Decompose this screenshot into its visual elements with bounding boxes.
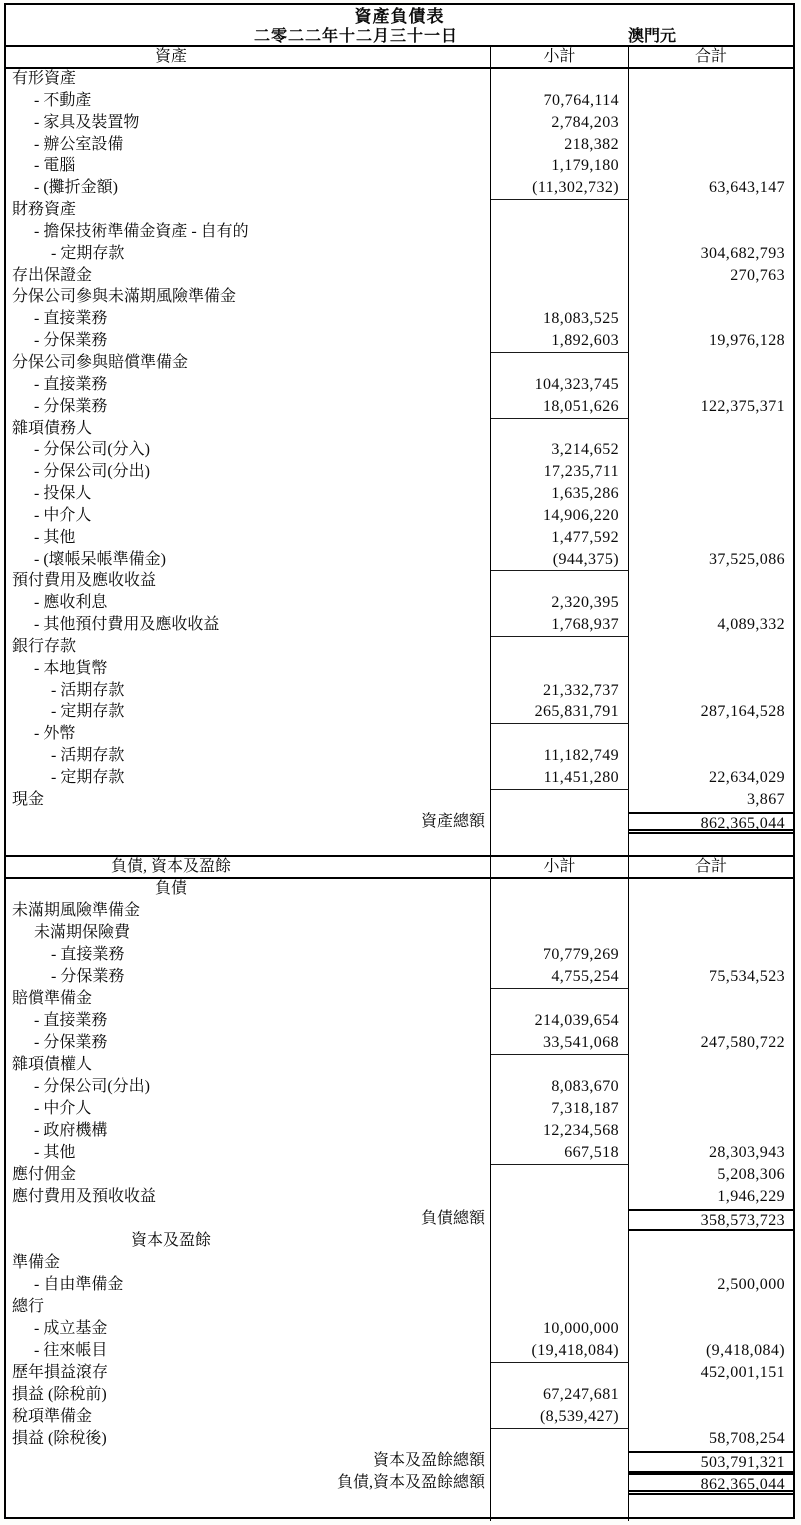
table-row bbox=[6, 637, 793, 659]
row-label: - 分保業務 bbox=[6, 1033, 491, 1055]
table-row bbox=[6, 331, 793, 353]
row-subtotal-value bbox=[491, 1363, 629, 1385]
row-total-value bbox=[629, 724, 793, 746]
liabilities-header-cell bbox=[6, 857, 491, 877]
row-total-value bbox=[629, 989, 793, 1011]
row-label: 總行 bbox=[6, 1297, 491, 1319]
title-block bbox=[6, 5, 793, 47]
table-row bbox=[6, 923, 793, 945]
row-subtotal-value: (11,302,732) bbox=[491, 178, 629, 200]
row-subtotal-value bbox=[491, 834, 629, 856]
row-subtotal-value: 1,892,603 bbox=[491, 331, 629, 353]
row-label: 資本及盈餘總額 bbox=[6, 1451, 491, 1473]
row-subtotal-value: 21,332,737 bbox=[491, 681, 629, 703]
subtotal-column-title: 小計 bbox=[491, 47, 629, 67]
row-total-value: (9,418,084) bbox=[705, 1342, 785, 1360]
row-label bbox=[6, 1495, 491, 1521]
row-subtotal-value bbox=[491, 923, 629, 945]
table-row bbox=[6, 702, 793, 724]
row-subtotal-value bbox=[491, 571, 629, 593]
table-row bbox=[6, 419, 793, 441]
table-row bbox=[6, 506, 793, 528]
row-label: 負債,資本及盈餘總額 bbox=[6, 1473, 491, 1495]
row-total-value: 270,763 bbox=[730, 266, 785, 284]
row-subtotal-value bbox=[491, 287, 629, 309]
table-row bbox=[6, 724, 793, 746]
table-row bbox=[6, 1363, 793, 1385]
row-label: - (攤折金額) bbox=[6, 178, 491, 200]
row-total-value bbox=[629, 1231, 793, 1253]
row-subtotal-value: (944,375) bbox=[491, 550, 629, 572]
row-subtotal-value bbox=[491, 419, 629, 441]
row-label: 未滿期保險費 bbox=[6, 923, 491, 945]
row-label: 雜項債務人 bbox=[6, 419, 491, 441]
row-total-value bbox=[629, 462, 793, 484]
assets-header-cell bbox=[6, 47, 491, 67]
row-subtotal-value: 214,039,654 bbox=[491, 1011, 629, 1033]
row-subtotal-value bbox=[491, 659, 629, 681]
row-total-value bbox=[629, 309, 793, 331]
row-subtotal-value bbox=[491, 1297, 629, 1319]
row-label: - 自由準備金 bbox=[6, 1275, 491, 1297]
table-row bbox=[6, 945, 793, 967]
row-label: - 分保公司(分出) bbox=[6, 1077, 491, 1099]
row-total-value bbox=[629, 945, 793, 967]
row-label: 雜項債權人 bbox=[6, 1055, 491, 1077]
table-row bbox=[6, 1385, 793, 1407]
table-row bbox=[6, 91, 793, 113]
row-label: 歷年損益滾存 bbox=[6, 1363, 491, 1385]
row-subtotal-value: (19,418,084) bbox=[491, 1341, 629, 1363]
row-total-value bbox=[629, 1253, 793, 1275]
row-label: - 直接業務 bbox=[6, 945, 491, 967]
row-total-value bbox=[629, 901, 793, 923]
row-label: - 本地貨幣 bbox=[6, 659, 491, 681]
row-subtotal-value bbox=[491, 69, 629, 91]
row-label: - 應收利息 bbox=[6, 593, 491, 615]
table-row bbox=[6, 397, 793, 419]
row-total-value bbox=[629, 879, 793, 901]
row-label: 存出保證金 bbox=[6, 266, 491, 288]
row-total-value bbox=[629, 440, 793, 462]
row-total-value bbox=[629, 287, 793, 309]
table-row bbox=[6, 967, 793, 989]
row-label: - 電腦 bbox=[6, 156, 491, 178]
row-total-value bbox=[629, 222, 793, 244]
table-row bbox=[6, 440, 793, 462]
row-subtotal-value: 265,831,791 bbox=[491, 702, 629, 724]
table-row bbox=[6, 1099, 793, 1121]
row-subtotal-value: 12,234,568 bbox=[491, 1121, 629, 1143]
row-total-value: 5,208,306 bbox=[717, 1166, 785, 1184]
table-row bbox=[6, 790, 793, 812]
table-row bbox=[6, 244, 793, 266]
title-subline bbox=[6, 28, 793, 47]
row-total-value: 862,365,044 bbox=[629, 812, 793, 834]
row-total-value bbox=[629, 91, 793, 113]
table-row bbox=[6, 528, 793, 550]
table-row bbox=[6, 834, 793, 856]
total-column-title: 合計 bbox=[694, 48, 727, 65]
statement-date: 二零二二年十二月三十一日 bbox=[253, 28, 458, 45]
row-total-value bbox=[629, 484, 793, 506]
row-subtotal-value bbox=[491, 812, 629, 834]
table-row bbox=[6, 462, 793, 484]
row-total-value bbox=[629, 1495, 793, 1521]
row-subtotal-value: 18,051,626 bbox=[491, 397, 629, 419]
row-subtotal-value: 4,755,254 bbox=[491, 967, 629, 989]
row-label: - 外幣 bbox=[6, 724, 491, 746]
row-total-value bbox=[629, 746, 793, 768]
row-label: 損益 (除稅前) bbox=[6, 1385, 491, 1407]
row-total-value bbox=[629, 113, 793, 135]
table-row bbox=[6, 1187, 793, 1209]
row-subtotal-value: 8,083,670 bbox=[491, 1077, 629, 1099]
row-label bbox=[6, 879, 491, 901]
table-row bbox=[6, 375, 793, 397]
row-subtotal-value bbox=[491, 1473, 629, 1495]
row-subtotal-value bbox=[491, 637, 629, 659]
table-row bbox=[6, 309, 793, 331]
liabilities-header-row bbox=[6, 855, 793, 879]
row-label: 準備金 bbox=[6, 1253, 491, 1275]
row-subtotal-value: 18,083,525 bbox=[491, 309, 629, 331]
row-label: - 定期存款 bbox=[6, 702, 491, 724]
row-subtotal-value: 70,764,114 bbox=[491, 91, 629, 113]
row-label: 負債總額 bbox=[6, 1209, 491, 1231]
row-subtotal-value: 1,477,592 bbox=[491, 528, 629, 550]
row-total-value: 358,573,723 bbox=[629, 1209, 793, 1231]
row-total-value: 22,634,029 bbox=[709, 769, 785, 786]
row-total-value: 19,976,128 bbox=[709, 332, 785, 350]
row-subtotal-value bbox=[491, 222, 629, 244]
balance-sheet-table bbox=[4, 3, 795, 1519]
row-label: 預付費用及應收收益 bbox=[6, 571, 491, 593]
row-label: - 分保業務 bbox=[6, 397, 491, 419]
row-subtotal-value bbox=[491, 1231, 629, 1253]
table-row bbox=[6, 812, 793, 834]
row-subtotal-value bbox=[491, 1275, 629, 1297]
table-row bbox=[6, 1319, 793, 1341]
row-total-value bbox=[629, 1297, 793, 1319]
row-label bbox=[6, 834, 491, 856]
row-total-value bbox=[629, 375, 793, 397]
row-label: - 成立基金 bbox=[6, 1319, 491, 1341]
row-subtotal-value: 10,000,000 bbox=[491, 1319, 629, 1341]
table-row bbox=[6, 1165, 793, 1187]
row-total-value: 503,791,321 bbox=[629, 1451, 793, 1473]
row-total-value bbox=[629, 659, 793, 681]
row-subtotal-value: 33,541,068 bbox=[491, 1033, 629, 1055]
table-row bbox=[6, 1121, 793, 1143]
table-row bbox=[6, 1495, 793, 1521]
row-label: 賠償準備金 bbox=[6, 989, 491, 1011]
row-subtotal-value bbox=[491, 1451, 629, 1473]
table-row bbox=[6, 1451, 793, 1473]
row-total-value: 862,365,044 bbox=[629, 1473, 793, 1495]
row-label: 損益 (除稅後) bbox=[6, 1429, 491, 1451]
row-subtotal-value: 667,518 bbox=[491, 1143, 629, 1165]
row-label: 應付費用及預收收益 bbox=[6, 1187, 491, 1209]
table-row bbox=[6, 1077, 793, 1099]
row-total-value: 122,375,371 bbox=[700, 397, 785, 415]
row-label: - 其他 bbox=[6, 528, 491, 550]
table-row bbox=[6, 1033, 793, 1055]
row-subtotal-value bbox=[491, 1429, 629, 1451]
row-total-value: 37,525,086 bbox=[709, 550, 785, 568]
table-row bbox=[6, 593, 793, 615]
row-total-value bbox=[629, 1319, 793, 1341]
table-row bbox=[6, 659, 793, 681]
row-total-value: 75,534,523 bbox=[709, 968, 785, 986]
row-label: - 分保公司(分入) bbox=[6, 440, 491, 462]
row-total-value bbox=[629, 834, 793, 856]
table-row bbox=[6, 901, 793, 923]
row-subtotal-value: 2,784,203 bbox=[491, 113, 629, 135]
row-subtotal-value bbox=[491, 724, 629, 746]
row-total-value bbox=[629, 1011, 793, 1033]
table-row bbox=[6, 200, 793, 222]
row-total-value bbox=[629, 1385, 793, 1407]
table-row bbox=[6, 287, 793, 309]
section-heading: 資本及盈餘 bbox=[130, 1232, 211, 1250]
row-label: - (壞帳呆帳準備金) bbox=[6, 550, 491, 572]
row-subtotal-value bbox=[491, 879, 629, 901]
row-subtotal-value: 2,320,395 bbox=[491, 593, 629, 615]
row-label: - 中介人 bbox=[6, 506, 491, 528]
table-row bbox=[6, 69, 793, 91]
row-label: - 投保人 bbox=[6, 484, 491, 506]
row-subtotal-value bbox=[491, 790, 629, 812]
row-total-value bbox=[629, 1121, 793, 1143]
table-row bbox=[6, 1143, 793, 1165]
row-subtotal-value: 11,451,280 bbox=[491, 768, 629, 790]
row-subtotal-value bbox=[491, 353, 629, 375]
row-label: - 其他 bbox=[6, 1143, 491, 1165]
row-total-value bbox=[629, 200, 793, 222]
row-label: - 不動產 bbox=[6, 91, 491, 113]
row-label: 分保公司參與賠償準備金 bbox=[6, 353, 491, 375]
row-total-value bbox=[629, 156, 793, 178]
row-subtotal-value: (8,539,427) bbox=[491, 1407, 629, 1429]
table-row bbox=[6, 571, 793, 593]
row-total-value: 3,867 bbox=[747, 790, 785, 808]
row-subtotal-value: 1,768,937 bbox=[491, 615, 629, 637]
row-label: - 直接業務 bbox=[6, 1011, 491, 1033]
row-total-value bbox=[629, 506, 793, 528]
row-subtotal-value bbox=[491, 901, 629, 923]
assets-header-row bbox=[6, 47, 793, 69]
table-row bbox=[6, 746, 793, 768]
row-total-value: 28,303,943 bbox=[709, 1144, 785, 1162]
row-label bbox=[6, 1231, 491, 1253]
row-label: 財務資產 bbox=[6, 200, 491, 222]
total-column-title: 合計 bbox=[694, 858, 727, 876]
table-row bbox=[6, 1297, 793, 1319]
row-label: 有形資產 bbox=[6, 69, 491, 91]
table-row bbox=[6, 989, 793, 1011]
table-row bbox=[6, 1253, 793, 1275]
currency-label: 澳門元 bbox=[628, 28, 677, 45]
table-row bbox=[6, 768, 793, 790]
row-label: - 定期存款 bbox=[6, 768, 491, 790]
table-row bbox=[6, 1055, 793, 1077]
table-row bbox=[6, 1231, 793, 1253]
row-subtotal-value: 104,323,745 bbox=[491, 375, 629, 397]
table-row bbox=[6, 681, 793, 703]
row-subtotal-value: 70,779,269 bbox=[491, 945, 629, 967]
assets-column-title: 資產 bbox=[154, 48, 187, 65]
row-subtotal-value bbox=[491, 1495, 629, 1521]
row-subtotal-value: 17,235,711 bbox=[491, 462, 629, 484]
table-row bbox=[6, 1429, 793, 1451]
section-heading: 負債 bbox=[154, 880, 187, 898]
subtotal-column-title: 小計 bbox=[491, 857, 629, 877]
row-label: - 辦公室設備 bbox=[6, 135, 491, 157]
row-subtotal-value: 7,318,187 bbox=[491, 1099, 629, 1121]
row-label: 資產總額 bbox=[6, 812, 491, 834]
row-total-value: 58,708,254 bbox=[709, 1430, 785, 1448]
row-subtotal-value: 11,182,749 bbox=[491, 746, 629, 768]
row-total-value bbox=[629, 681, 793, 703]
row-label: 應付佣金 bbox=[6, 1165, 491, 1187]
document-title: 資產負債表 bbox=[354, 7, 445, 26]
row-subtotal-value bbox=[491, 266, 629, 288]
liabilities-column-title: 負債, 資本及盈餘 bbox=[110, 858, 231, 876]
row-total-value bbox=[629, 637, 793, 659]
row-subtotal-value bbox=[491, 989, 629, 1011]
assets-section bbox=[6, 69, 793, 855]
row-total-value: 1,946,229 bbox=[717, 1188, 785, 1206]
row-total-value bbox=[629, 419, 793, 441]
row-total-value bbox=[629, 1099, 793, 1121]
row-label: 分保公司參與未滿期風險準備金 bbox=[6, 287, 491, 309]
row-label: 稅項準備金 bbox=[6, 1407, 491, 1429]
table-row bbox=[6, 1473, 793, 1495]
row-total-value bbox=[629, 571, 793, 593]
row-total-value bbox=[629, 923, 793, 945]
table-row bbox=[6, 113, 793, 135]
table-row bbox=[6, 178, 793, 200]
row-subtotal-value: 3,214,652 bbox=[491, 440, 629, 462]
row-label: - 家具及裝置物 bbox=[6, 113, 491, 135]
table-row bbox=[6, 1341, 793, 1363]
table-row bbox=[6, 222, 793, 244]
table-row bbox=[6, 156, 793, 178]
row-total-value bbox=[629, 1055, 793, 1077]
row-total-value: 247,580,722 bbox=[700, 1034, 785, 1052]
row-total-value bbox=[629, 69, 793, 91]
row-subtotal-value bbox=[491, 1187, 629, 1209]
row-subtotal-value bbox=[491, 1055, 629, 1077]
row-label: - 活期存款 bbox=[6, 681, 491, 703]
table-row bbox=[6, 1407, 793, 1429]
row-total-value bbox=[629, 528, 793, 550]
row-label: - 直接業務 bbox=[6, 375, 491, 397]
row-subtotal-value: 218,382 bbox=[491, 135, 629, 157]
row-label: - 直接業務 bbox=[6, 309, 491, 331]
row-label: - 分保公司(分出) bbox=[6, 462, 491, 484]
row-subtotal-value bbox=[491, 1209, 629, 1231]
row-label: - 政府機構 bbox=[6, 1121, 491, 1143]
row-total-value bbox=[629, 353, 793, 375]
row-total-value: 2,500,000 bbox=[717, 1276, 785, 1294]
row-label: - 中介人 bbox=[6, 1099, 491, 1121]
table-row bbox=[6, 1209, 793, 1231]
row-subtotal-value: 14,906,220 bbox=[491, 506, 629, 528]
row-label: 銀行存款 bbox=[6, 637, 491, 659]
row-label: - 其他預付費用及應收收益 bbox=[6, 615, 491, 637]
row-subtotal-value: 67,247,681 bbox=[491, 1385, 629, 1407]
table-row bbox=[6, 879, 793, 901]
row-label: 現金 bbox=[6, 790, 491, 812]
row-subtotal-value bbox=[491, 1253, 629, 1275]
row-subtotal-value: 1,179,180 bbox=[491, 156, 629, 178]
row-subtotal-value bbox=[491, 244, 629, 266]
row-total-value bbox=[629, 593, 793, 615]
row-total-value: 63,643,147 bbox=[709, 179, 785, 197]
table-row bbox=[6, 484, 793, 506]
table-row bbox=[6, 266, 793, 288]
row-total-value bbox=[629, 135, 793, 157]
row-label: 未滿期風險準備金 bbox=[6, 901, 491, 923]
row-label: - 分保業務 bbox=[6, 967, 491, 989]
table-row bbox=[6, 1011, 793, 1033]
row-label: - 活期存款 bbox=[6, 746, 491, 768]
row-subtotal-value bbox=[491, 1165, 629, 1187]
row-label: - 往來帳目 bbox=[6, 1341, 491, 1363]
liabilities-section bbox=[6, 879, 793, 1521]
row-total-value: 4,089,332 bbox=[717, 616, 785, 634]
row-total-value: 452,001,151 bbox=[700, 1364, 785, 1382]
row-label: - 擔保技術準備金資產 - 自有的 bbox=[6, 222, 491, 244]
row-total-value: 287,164,528 bbox=[700, 703, 785, 721]
row-total-value bbox=[629, 1077, 793, 1099]
row-label: - 定期存款 bbox=[6, 244, 491, 266]
row-subtotal-value: 1,635,286 bbox=[491, 484, 629, 506]
table-row bbox=[6, 1275, 793, 1297]
row-label: - 分保業務 bbox=[6, 331, 491, 353]
table-row bbox=[6, 353, 793, 375]
row-total-value: 304,682,793 bbox=[700, 244, 785, 262]
row-total-value bbox=[629, 1407, 793, 1429]
table-row bbox=[6, 615, 793, 637]
table-row bbox=[6, 550, 793, 572]
row-subtotal-value bbox=[491, 200, 629, 222]
table-row bbox=[6, 135, 793, 157]
